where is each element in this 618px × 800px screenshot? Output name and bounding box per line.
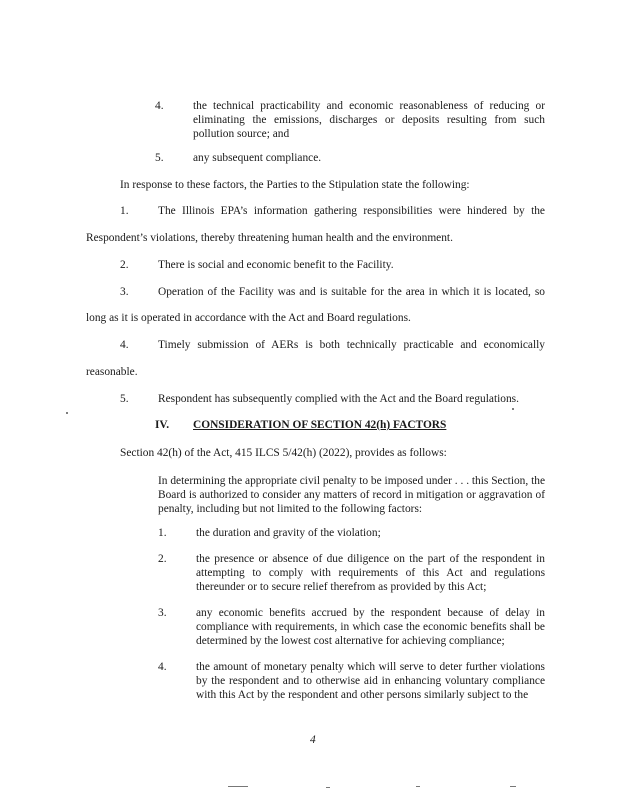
quote-factor-4-text: the amount of monetary penalty which will serve to deter further violations by the respondent and to otherwise aid in enhancing voluntary compliance with this Act by the respondent and other persons similarly subject to the — [196, 661, 545, 701]
quote-factor-2-text: the presence or absence of due diligence on the part of the respondent in attempting to comply with requirements of this Act and regulations thereunder or to secure relief therefrom as provided by this Act; — [196, 553, 545, 593]
response-2-line1: There is social and economic benefit to the Facility. — [158, 259, 394, 271]
page-number: 4 — [310, 734, 316, 746]
quote-factor-3-number: 3. — [158, 607, 167, 619]
section-title: CONSIDERATION OF SECTION 42(h) FACTORS — [193, 419, 447, 431]
section-intro: Section 42(h) of the Act, 415 ILCS 5/42(h) (2022), provides as follows: — [120, 447, 447, 459]
scan-speck — [512, 408, 514, 410]
section-number: IV. — [155, 419, 170, 431]
top-factor-4-text: the technical practicability and economic reasonableness of reducing or eliminating the emissions, discharges or deposits resulting from such pollution source; and — [193, 100, 545, 140]
response-3-number: 3. — [120, 286, 129, 298]
scan-mark — [228, 786, 248, 787]
response-1-line2: Respondent’s violations, thereby threatening human health and the environment. — [86, 232, 453, 244]
response-5-number: 5. — [120, 393, 129, 405]
quote-factor-1-text: the duration and gravity of the violation; — [196, 527, 381, 539]
response-2-number: 2. — [120, 259, 129, 271]
scan-mark — [326, 787, 330, 788]
response-3-line2: long as it is operated in accordance with the Act and Board regulations. — [86, 312, 411, 324]
scan-mark — [416, 786, 420, 787]
top-factor-4-number: 4. — [155, 100, 164, 112]
quote-intro: In determining the appropriate civil penalty to be imposed under . . . this Section, the Board is authorized to consider any matters of record in mitigation or aggravation of penalty, including but not limited to the following factors: — [158, 475, 545, 515]
scan-speck — [66, 412, 68, 414]
response-1-line1: The Illinois EPA’s information gathering responsibilities were hindered by the — [158, 205, 545, 217]
response-5-line1: Respondent has subsequently complied with the Act and the Board regulations. — [158, 393, 519, 405]
response-intro: In response to these factors, the Parties to the Stipulation state the following: — [120, 179, 470, 191]
response-4-line1: Timely submission of AERs is both technically practicable and economically — [158, 339, 545, 351]
response-1-number: 1. — [120, 205, 129, 217]
top-factor-5-number: 5. — [155, 152, 164, 164]
quote-factor-1-number: 1. — [158, 527, 167, 539]
quote-factor-3-text: any economic benefits accrued by the respondent because of delay in compliance with requirements, in which case the economic benefits shall be determined by the lowest cost alternative for achieving compliance; — [196, 607, 545, 647]
quote-factor-2-number: 2. — [158, 553, 167, 565]
response-4-line2: reasonable. — [86, 366, 138, 378]
quote-factor-4-number: 4. — [158, 661, 167, 673]
response-3-line1: Operation of the Facility was and is suitable for the area in which it is located, so — [158, 286, 545, 298]
response-4-number: 4. — [120, 339, 129, 351]
top-factor-5-text: any subsequent compliance. — [193, 152, 322, 164]
scan-mark — [510, 786, 516, 787]
